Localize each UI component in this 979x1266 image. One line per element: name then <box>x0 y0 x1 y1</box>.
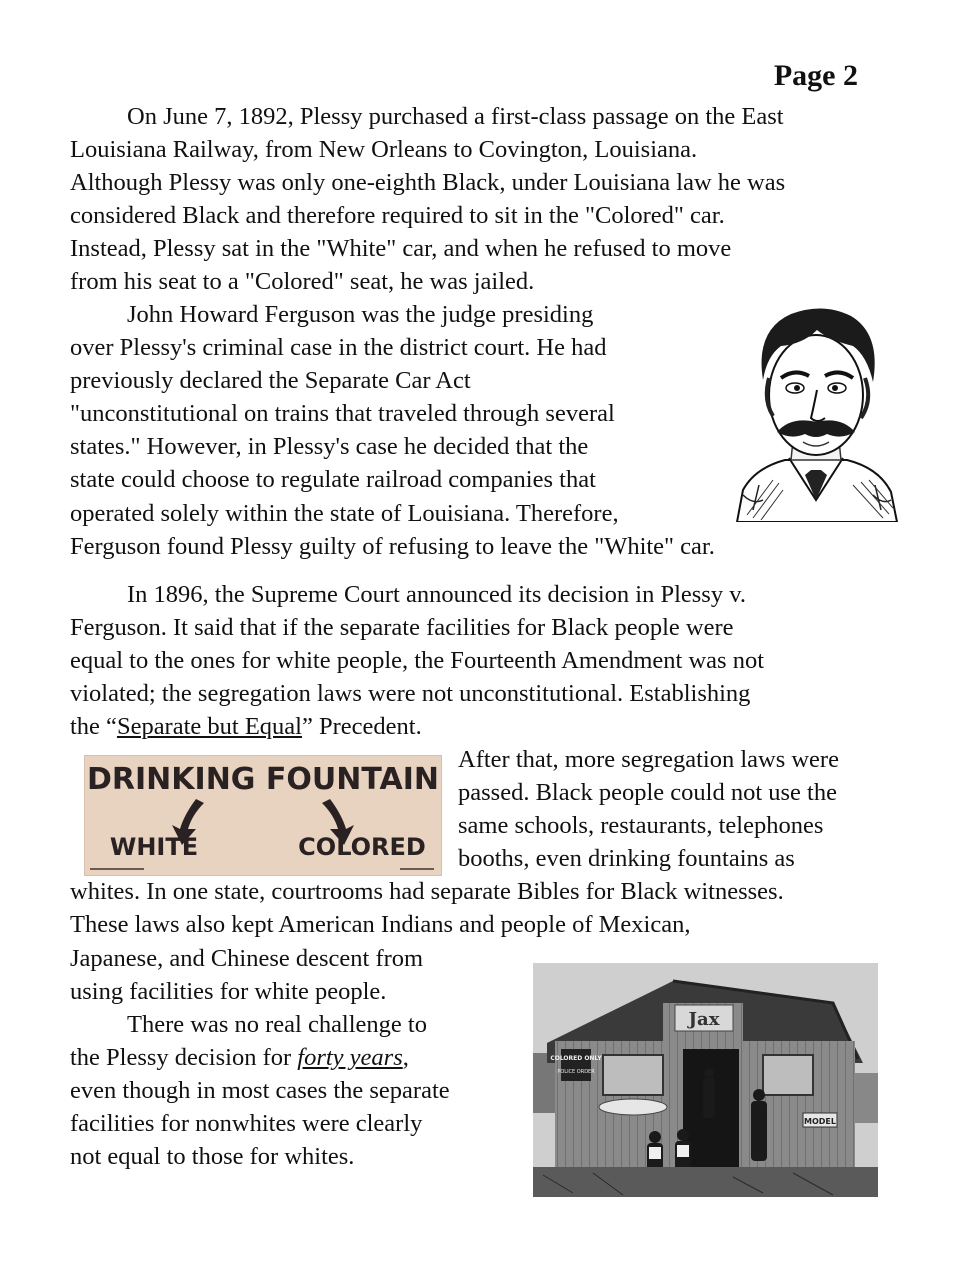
forty-years-link[interactable]: forty years <box>297 1044 403 1072</box>
text-line: In 1896, the Supreme Court announced its decision in Plessy v. <box>127 581 746 608</box>
text-line: facilities for nonwhites were clearly <box>70 1110 423 1138</box>
text-line: same schools, restaurants, telephones <box>458 812 824 840</box>
text-line <box>13 710 920 743</box>
text-line: There was no real challenge to <box>127 1011 427 1038</box>
text-line: Instead, Plessy sat in the "White" car, and when he refused to move <box>70 235 732 263</box>
text-line: John Howard Ferguson was the judge presiding <box>127 301 594 328</box>
colored-only-sign-text: COLORED ONLY <box>550 1055 602 1062</box>
text-line: even though in most cases the separate <box>70 1077 450 1105</box>
text-line: Louisiana Railway, from New Orleans to Covington, Louisiana. <box>70 136 698 164</box>
sign-colored-label: COLORED <box>298 833 426 861</box>
text-line: from his seat to a "Colored" seat, he was jailed. <box>70 268 535 296</box>
paragraph-5-text <box>70 1008 530 1173</box>
text-fragment: the Plessy decision for <box>70 1044 298 1072</box>
text-line: Ferguson. It said that if the separate facilities for Black people were <box>70 614 734 642</box>
text-fragment: the “ <box>70 713 117 741</box>
text-line: booths, even drinking fountains as <box>458 845 795 873</box>
paragraph-5 <box>70 1008 530 1173</box>
segregated-building-photo <box>533 963 878 1197</box>
police-order-sign-text: POLICE ORDER <box>557 1069 595 1075</box>
text-line: On June 7, 1892, Plessy purchased a first-class passage on the East <box>127 103 784 130</box>
text-line <box>13 1041 530 1074</box>
text-line: Ferguson found Plessy guilty of refusing to leave the "White" car. <box>70 532 715 560</box>
text-line: violated; the segregation laws were not unconstitutional. Establishing <box>70 680 751 708</box>
paragraph-3-text <box>70 578 920 743</box>
text-fragment: ” Precedent. <box>301 713 422 741</box>
text-line: whites. In one state, courtrooms had separate Bibles for Black witnesses. <box>70 878 784 906</box>
sign-title: DRINKING FOUNTAIN <box>87 762 439 797</box>
text-line: not equal to those for whites. <box>70 1143 355 1171</box>
text-line: "unconstitutional on trains that traveled through several <box>70 400 615 428</box>
ferguson-portrait-image <box>733 300 899 522</box>
paragraph-1 <box>70 100 920 299</box>
sign-white-label: WHITE <box>109 833 199 861</box>
text-line: using facilities for white people. <box>70 977 387 1005</box>
text-line: states." However, in Plessy's case he decided that the <box>70 433 589 461</box>
text-line: operated solely within the state of Louisiana. Therefore, <box>70 499 619 527</box>
text-line: These laws also kept American Indians and people of Mexican, <box>70 911 691 939</box>
text-line: Japanese, and Chinese descent from <box>70 944 424 972</box>
text-line: over Plessy's criminal case in the district court. He had <box>70 334 607 362</box>
text-line: previously declared the Separate Car Act <box>70 367 471 395</box>
text-line: passed. Black people could not use the <box>458 779 837 807</box>
paragraph-1-text <box>70 100 920 299</box>
text-fragment: , <box>402 1044 409 1072</box>
page-number: Page 2 <box>773 59 858 92</box>
separate-but-equal-link[interactable]: Separate but Equal <box>116 713 302 741</box>
text-line: state could choose to regulate railroad companies that <box>70 466 596 494</box>
text-line: considered Black and therefore required to sit in the "Colored" car. <box>70 202 725 230</box>
store-sign-text: Jax <box>688 1009 720 1030</box>
model-sign-text: MODEL <box>804 1117 836 1126</box>
text-line: Although Plessy was only one-eighth Black, under Louisiana law he was <box>70 169 786 197</box>
paragraph-3 <box>70 578 920 743</box>
text-line: After that, more segregation laws were <box>458 746 839 773</box>
text-line: equal to the ones for white people, the Fourteenth Amendment was not <box>70 647 765 675</box>
